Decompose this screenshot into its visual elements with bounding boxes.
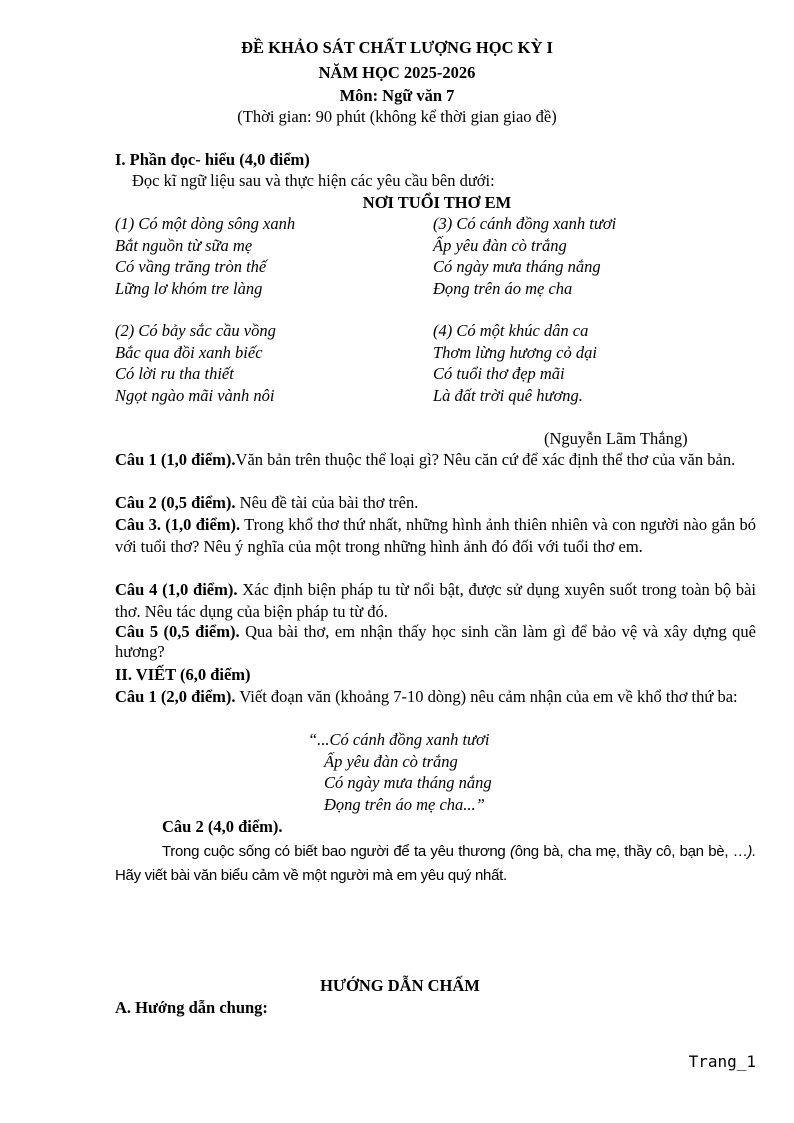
poem-line: (3) Có cánh đồng xanh tươi (433, 214, 617, 233)
question-text: Văn bản trên thuộc thể loại gì? Nêu căn cứ để xác định thể thơ của văn bản. (235, 450, 736, 469)
question-4 (115, 579, 756, 622)
quote-line: Ấp yêu đàn cò trắng (324, 751, 458, 771)
poem-author: (Nguyễn Lãm Thắng) (544, 429, 688, 448)
poem-line: Bắt nguồn từ sữa mẹ (115, 235, 253, 255)
poem-stanza-1 (115, 213, 295, 299)
poem-line: Có lời ru tha thiết (115, 364, 234, 383)
poem-stanza-4 (433, 320, 597, 406)
grading-guide-section-a: A. Hướng dẫn chung: (115, 998, 268, 1017)
question-text: Xác định biện pháp tu từ nổi bật, được sử dụng xuyên suốt trong toàn bộ bài thơ. Nêu tác dụng của biện pháp tu từ đó. (115, 580, 757, 621)
question-label: Câu 1 (2,0 điểm). (115, 687, 236, 706)
poem-line: Là đất trời quê hương. (433, 385, 583, 405)
poem-title: NƠI TUỔI THƠ EM (362, 193, 512, 212)
quote-line: “...Có cánh đồng xanh tươi (308, 730, 490, 749)
poem-line: Lững lơ khóm tre làng (115, 278, 263, 298)
question-3 (115, 514, 756, 557)
question-text: Trong khổ thơ thứ nhất, những hình ảnh thiên nhiên và con người nào gắn bó với tuổi thơ? Nêu ý nghĩa của một trong những hình ảnh đó đối với tuổi thơ em. (115, 515, 756, 556)
q2-text: ( (510, 843, 515, 860)
poem-line: Thơm lừng hương cỏ dại (433, 342, 597, 362)
exam-title: ĐỀ KHẢO SÁT CHẤT LƯỢNG HỌC KỲ I (241, 38, 553, 57)
poem-line: Có ngày mưa tháng nắng (433, 257, 601, 276)
quoted-stanza (308, 729, 492, 815)
writing-question-2-text (115, 840, 756, 888)
question-1 (115, 449, 756, 471)
question-2 (115, 492, 756, 514)
question-text: Viết đoạn văn (khoảng 7-10 dòng) nêu cảm nhận của em về khổ thơ thứ ba: (235, 687, 738, 706)
question-label: Câu 5 (0,5 điểm). (115, 622, 240, 641)
poem-line: Có tuổi thơ đẹp mãi (433, 364, 565, 383)
q2-text: Hãy viết bài văn biểu cảm về một người mà em yêu quý nhất. (115, 867, 507, 884)
poem-stanza-3 (433, 213, 616, 299)
poem-line: (4) Có một khúc dân ca (433, 321, 589, 340)
q2-text: ). (747, 843, 756, 860)
subject: Môn: Ngữ văn 7 (339, 86, 455, 105)
question-label: Câu 2 (0,5 điểm). (115, 493, 236, 512)
poem-line: Đọng trên áo mẹ cha (433, 278, 573, 298)
poem-line: Ngọt ngào mãi vành nôi (115, 385, 275, 405)
writing-question-1 (115, 686, 756, 708)
time-limit: (Thời gian: 90 phút (không kể thời gian giao đề) (237, 107, 557, 126)
question-text: Qua bài thơ, em nhận thấy học sinh cần làm gì để bảo vệ và xây dựng quê hương? (115, 622, 756, 661)
question-5 (115, 622, 756, 662)
part2-heading: II. VIẾT (6,0 điểm) (115, 665, 251, 684)
poem-line: (2) Có bảy sắc cầu vồng (115, 321, 276, 340)
q2-text: Trong cuộc sống có biết bao người để ta yêu thương (162, 843, 511, 860)
poem-line: Có vầng trăng tròn thế (115, 257, 267, 276)
question-text: Nêu đề tài của bài thơ trên. (235, 493, 419, 512)
poem-line: Bắc qua đồi xanh biếc (115, 342, 263, 362)
page-number: Trang_1 (688, 1052, 756, 1071)
q2-text: ông bà, cha mẹ, thầy cô, bạn bè, … (514, 843, 748, 860)
quote-line: Có ngày mưa tháng nắng (324, 773, 492, 792)
poem-line: Ấp yêu đàn cò trắng (433, 235, 567, 255)
question-label: Câu 4 (1,0 điểm). (115, 580, 238, 599)
question-label: Câu 3. (1,0 điểm). (115, 515, 241, 534)
school-year: NĂM HỌC 2025-2026 (318, 63, 476, 82)
part1-heading: I. Phần đọc- hiểu (4,0 điểm) (115, 150, 310, 169)
part1-instruction: Đọc kĩ ngữ liệu sau và thực hiện các yêu cầu bên dưới: (132, 171, 495, 190)
grading-guide-title: HƯỚNG DẪN CHẤM (320, 976, 480, 995)
writing-question-2-label: Câu 2 (4,0 điểm). (162, 817, 283, 836)
question-label: Câu 1 (1,0 điểm). (115, 450, 236, 469)
poem-line: (1) Có một dòng sông xanh (115, 214, 296, 233)
quote-line: Đọng trên áo mẹ cha...” (324, 794, 485, 814)
poem-stanza-2 (115, 320, 276, 406)
